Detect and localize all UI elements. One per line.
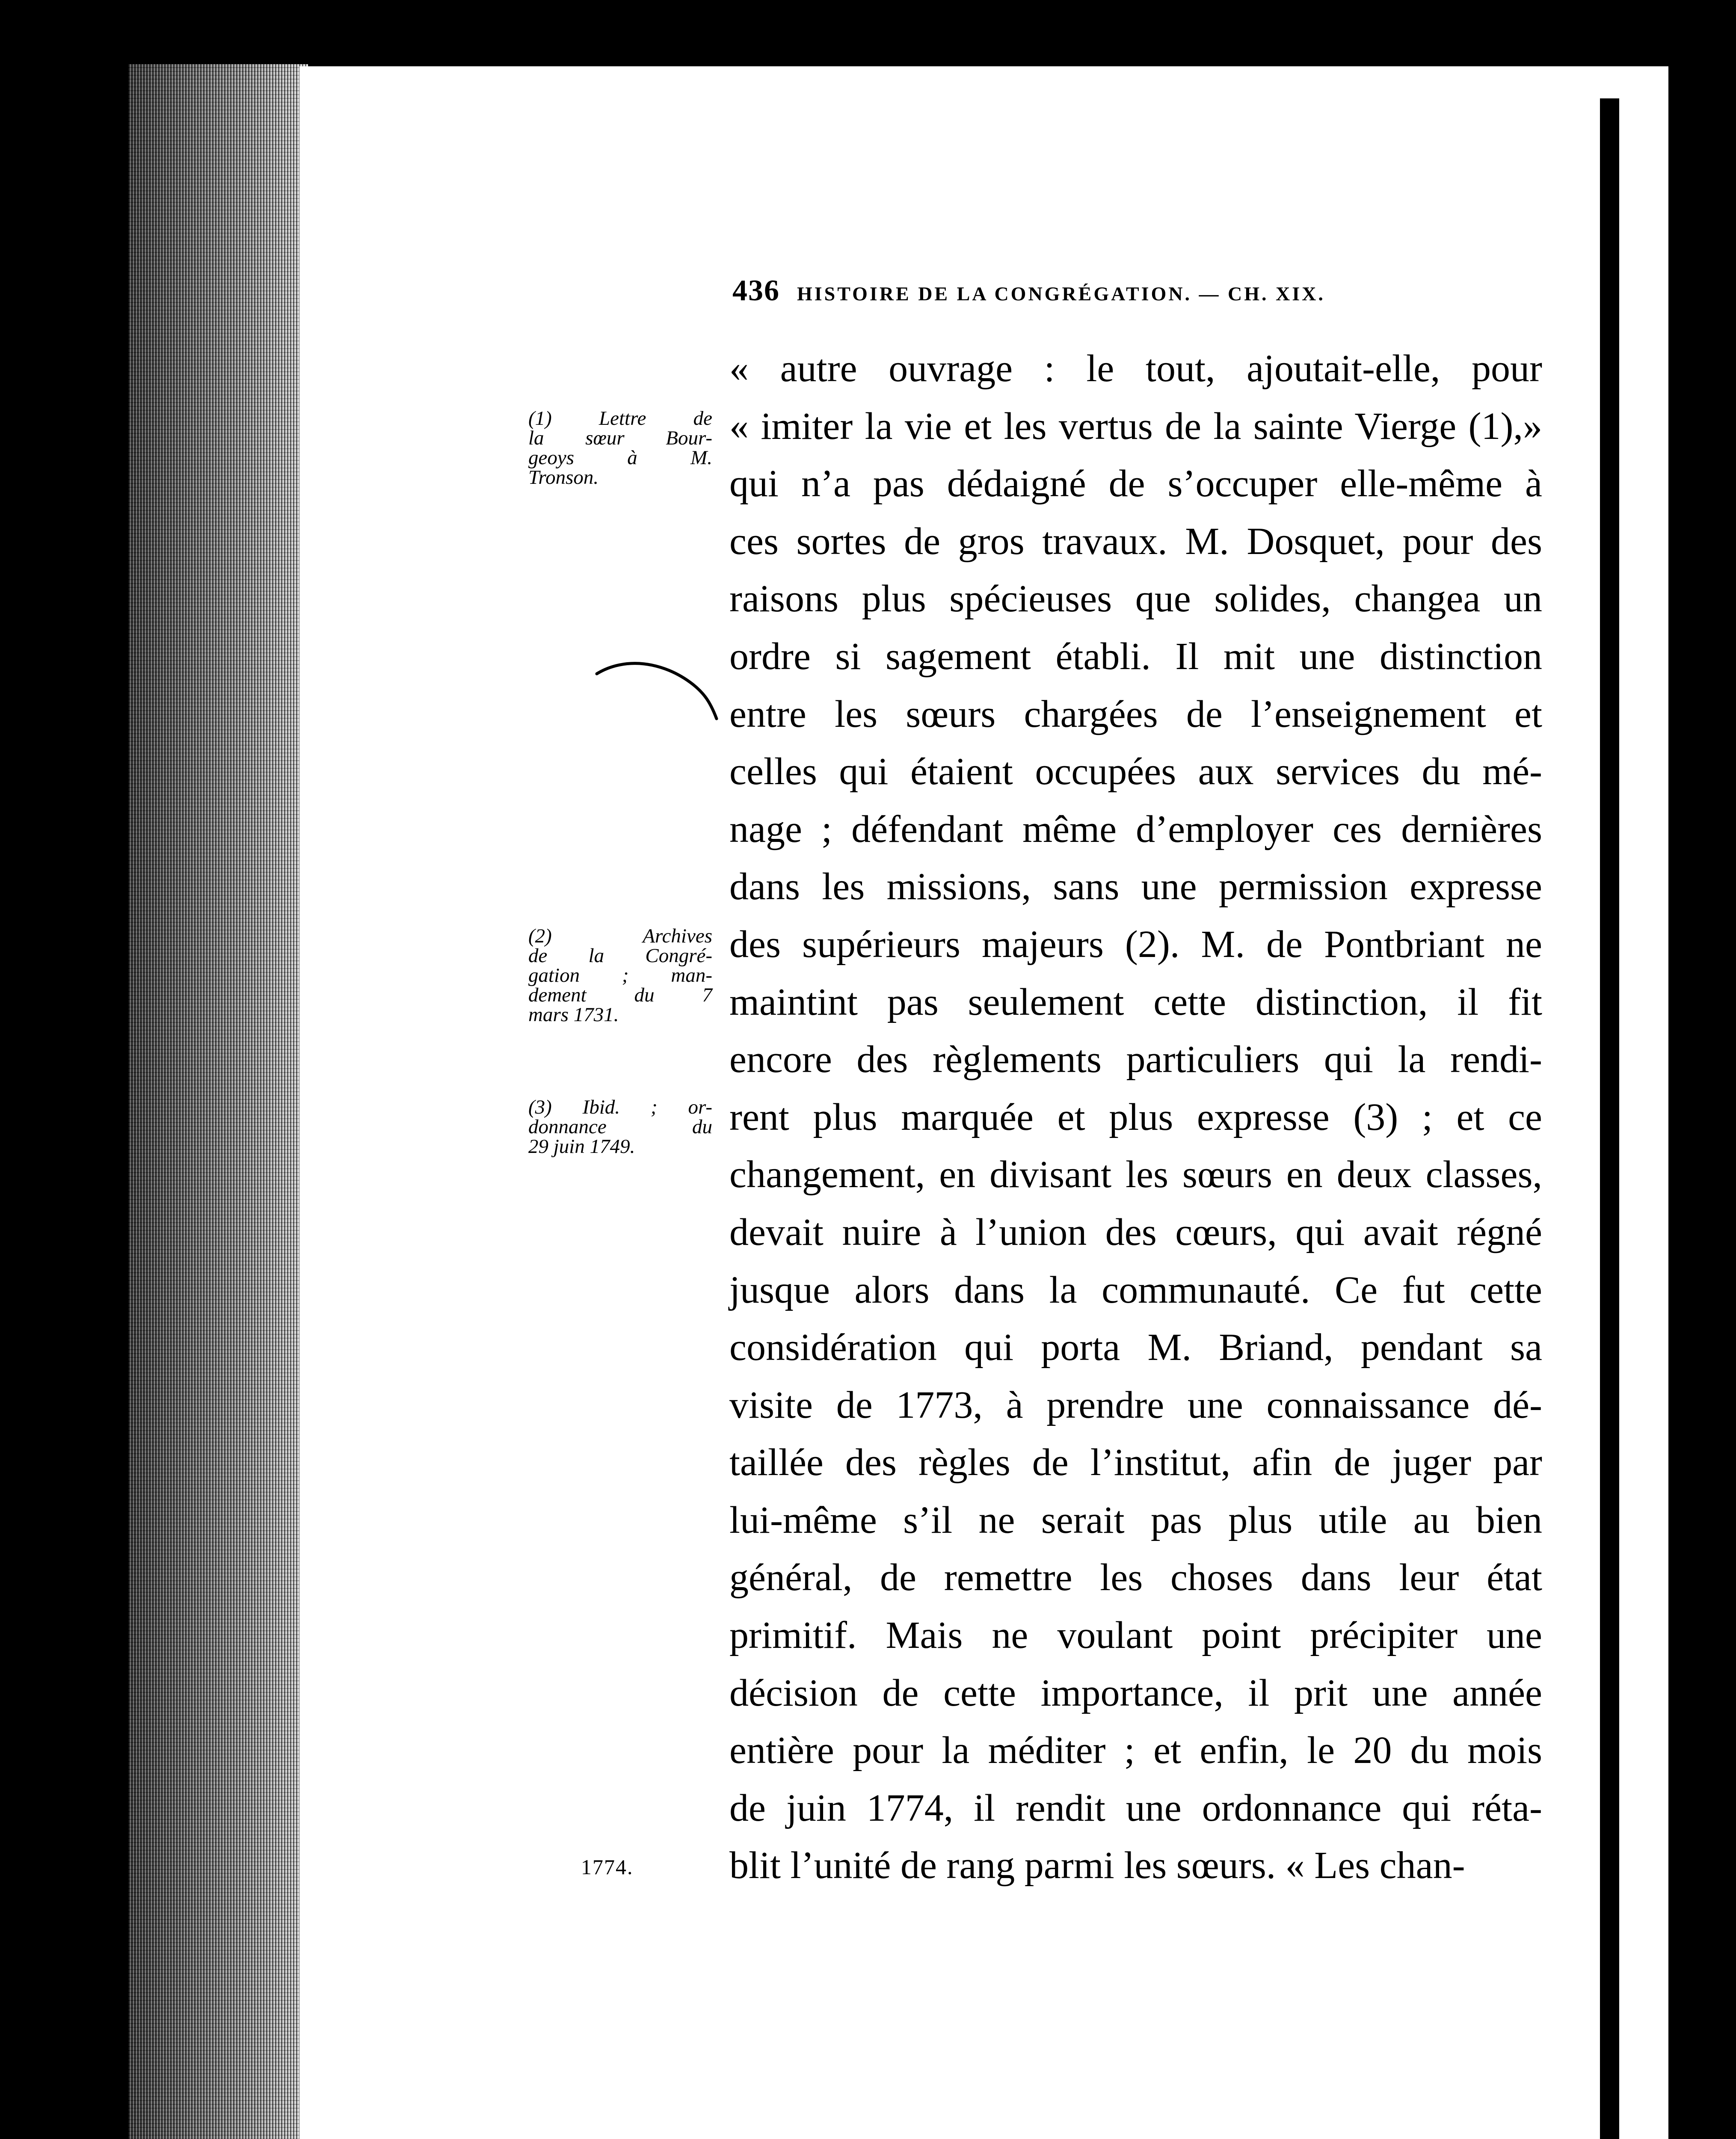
margin-note-2 xyxy=(528,926,712,1025)
body-line: jusque alors dans la communauté. Ce fut cette xyxy=(729,1268,1542,1311)
body-line: de juin 1774, il rendit une ordonnance qui réta- xyxy=(729,1786,1542,1829)
body-line: des supérieurs majeurs (2). M. de Pontbriant ne xyxy=(729,923,1542,966)
body-line: entière pour la méditer ; et enfin, le 20 du mois xyxy=(729,1729,1542,1772)
body-line: qui n’a pas dédaigné de s’occuper elle-même à xyxy=(729,462,1542,505)
body-line: ordre si sagement établi. Il mit une distinction xyxy=(729,635,1542,678)
margin-note-line: 29 juin 1749. xyxy=(528,1135,635,1158)
body-text xyxy=(729,340,1542,1895)
margin-date: 1774. xyxy=(581,1855,634,1879)
margin-note-line: dement du 7 xyxy=(528,984,712,1006)
margin-note-line: la sœur Bour- xyxy=(528,427,712,449)
body-line: rent plus marquée et plus expresse (3) ; et ce xyxy=(729,1096,1542,1138)
body-line: ces sortes de gros travaux. M. Dosquet, pour des xyxy=(729,520,1542,563)
body-line: « autre ouvrage : le tout, ajoutait-elle, pour xyxy=(729,347,1542,390)
body-line: primitif. Mais ne voulant point précipiter une xyxy=(729,1614,1542,1657)
body-line: nage ; défendant même d’employer ces dernières xyxy=(729,808,1542,850)
body-line: taillée des règles de l’institut, afin de juger par xyxy=(729,1441,1542,1484)
body-line: devait nuire à l’union des cœurs, qui avait régné xyxy=(729,1211,1542,1253)
body-line: décision de cette importance, il prit une année xyxy=(729,1671,1542,1714)
pen-mark xyxy=(595,655,719,723)
margin-note-line: gation ; man- xyxy=(528,964,712,987)
body-line: général, de remettre les choses dans leur état xyxy=(729,1556,1542,1599)
margin-note-line: donnance du xyxy=(528,1116,712,1138)
margin-note-line: mars 1731. xyxy=(528,1004,619,1026)
body-line: lui-même s’il ne serait pas plus utile au bien xyxy=(729,1499,1542,1541)
page-number: 436 xyxy=(732,274,780,307)
body-line: visite de 1773, à prendre une connaissance dé- xyxy=(729,1384,1542,1426)
running-header xyxy=(732,274,1460,312)
right-page-border xyxy=(1600,98,1619,2139)
margin-note-line: Tronson. xyxy=(528,466,599,489)
body-line: celles qui étaient occupées aux services du mé- xyxy=(729,750,1542,793)
running-title: HISTOIRE DE LA CONGRÉGATION. — CH. XIX. xyxy=(797,283,1325,305)
body-line: changement, en divisant les sœurs en deux classes, xyxy=(729,1153,1542,1196)
margin-note-3 xyxy=(528,1097,712,1156)
body-line: blit l’unité de rang parmi les sœurs. « Les chan- xyxy=(729,1844,1465,1887)
binding-gutter xyxy=(128,64,308,2139)
margin-note-line: (3) Ibid. ; or- xyxy=(528,1096,712,1118)
body-line: « imiter la vie et les vertus de la sainte Vierge (1),» xyxy=(729,405,1542,447)
body-line: considération qui porta M. Briand, pendant sa xyxy=(729,1326,1542,1369)
margin-note-1 xyxy=(528,409,712,487)
margin-note-line: geoys à M. xyxy=(528,447,712,469)
body-line: entre les sœurs chargées de l’enseignement et xyxy=(729,693,1542,735)
margin-note-line: (1) Lettre de xyxy=(528,407,712,430)
body-line: maintint pas seulement cette distinction, il fit xyxy=(729,981,1542,1023)
margin-note-line: (2) Archives xyxy=(528,925,712,947)
margin-note-line: de la Congré- xyxy=(528,945,712,967)
body-line: dans les missions, sans une permission expresse xyxy=(729,865,1542,908)
body-line: encore des règlements particuliers qui la rendi- xyxy=(729,1038,1542,1081)
body-line: raisons plus spécieuses que solides, changea un xyxy=(729,578,1542,620)
right-scan-edge xyxy=(1668,0,1736,2139)
